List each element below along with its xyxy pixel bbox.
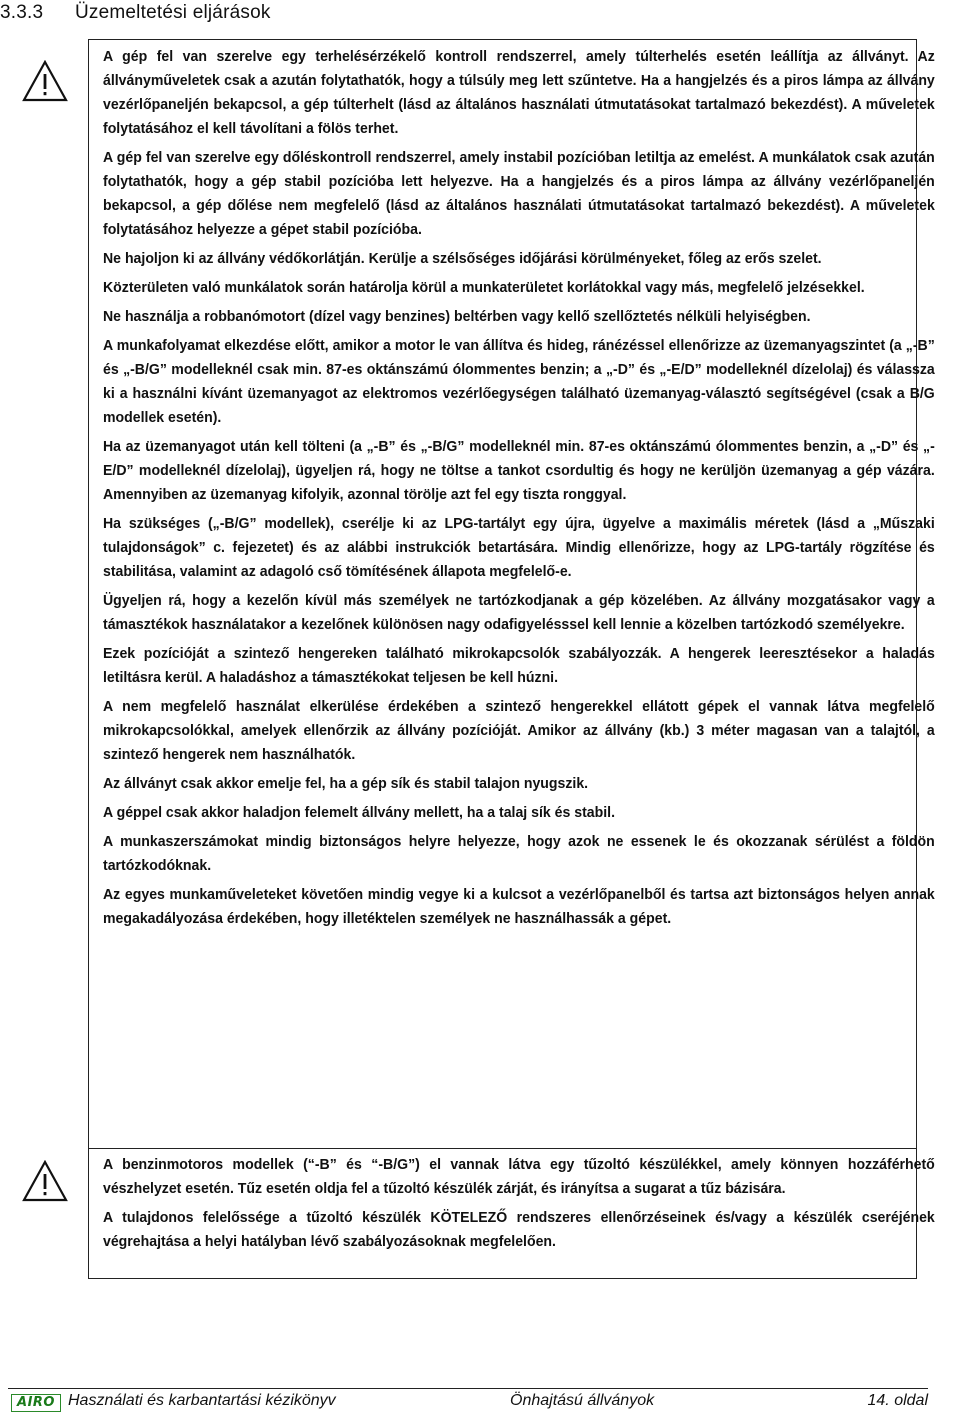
paragraph: Ha szükséges („-B/G” modellek), cserélje ki az LPG-tartályt egy újra, ügyelve a maximális méretek (lásd a „Műszaki tulajdonságok” c. fejezetet) és az alábbi instrukciók betartására. Mindig ellenőrizze, hogy az LPG-tartály rögzítése és stabilitása, valamint az adagoló cső tömítésének állapota megfelelő-e.: [103, 515, 935, 580]
footer-product-name: Önhajtású állványok: [510, 1392, 655, 1409]
paragraph: A munkaszerszámokat mindig biztonságos helyre helyezze, hogy azok ne essenek le és okozzanak sérülést a földön tartózkodóknak.: [103, 833, 935, 874]
footer-manual-title: Használati és karbantartási kézikönyv: [68, 1392, 336, 1409]
paragraph: Az állványt csak akkor emelje fel, ha a gép sík és stabil talajon nyugszik.: [103, 775, 589, 792]
section-heading: [0, 2, 271, 24]
paragraph: A benzinmotoros modellek (“-B” és “-B/G”) el vannak látva egy tűzoltó készülékkel, amely könnyen hozzáférhető vészhelyzet esetén. Tűz esetén oldja fel a tűzoltó készülék zárját, és irányítsa a sugarat a tűz bázisára.: [103, 1156, 935, 1197]
footer-page-number: 14. oldal: [867, 1392, 928, 1409]
fire-extinguisher-box: [88, 1149, 935, 1279]
paragraph: Ha az üzemanyagot után kell tölteni (a „-B” és „-B/G” modelleknél min. 87-es oktánszámú ólommentes benzin, a „-D” és „-E/D” modelleknél dízelolaj), ügyeljen rá, hogy ne töltse a tankot csordultig és hogy ne kerüljön üzemanyag a gép vázára. Amennyiben az üzemanyag kifolyik, azonnal törölje azt fel egy tiszta ronggyal.: [103, 438, 935, 503]
paragraph: Közterületen való munkálatok során határolja körül a munkaterületet korlátokkal vagy más, megfelelő jelzésekkel.: [103, 279, 865, 296]
safety-instructions-box: [88, 39, 935, 1149]
paragraph: A tulajdonos felelőssége a tűzoltó készülék KÖTELEZŐ rendszeres ellenőrzéseinek és/vagy a készülék cseréjének végrehajtása a helyi hatályban lévő szabályozásoknak megfelelően.: [103, 1209, 935, 1250]
paragraph: A géppel csak akkor haladjon felemelt állvány mellett, ha a talaj sík és stabil.: [103, 804, 616, 821]
paragraph: A gép fel van szerelve egy dőléskontroll rendszerrel, amely instabil pozícióban letiltja az emelést. A munkálatok csak azután folytathatók, hogy a gép stabil pozícióba lett helyezve. Ha a hangjelzés és a piros lámpa az állvány vezérlőpaneljén bekapcsol, a gép dőlése nem megfelelő (lásd az általános használati útmutatásokat tartalmazó bekezdést). A műveletek folytatásához helyezze a gépet stabil pozícióba.: [103, 149, 935, 238]
paragraph: Az egyes munkaműveleteket követően mindig vegye ki a kulcsot a vezérlőpanelből és tartsa azt biztonságos helyen annak megakadályozása érdekében, hogy illetéktelen személyek ne használhassák a gépet.: [103, 886, 935, 927]
page-footer: [8, 1388, 928, 1415]
warning-triangle-icon: [22, 60, 68, 102]
warning-triangle-icon: [22, 1160, 68, 1202]
safety-instructions-text: [103, 45, 935, 936]
paragraph: Ezek pozícióját a szintező hengereken található mikrokapcsolók szabályozzák. A hengerek leeresztésekor a haladás letiltásra kerül. A haladáshoz a támasztékokat teljesen be kell húzni.: [103, 645, 935, 686]
airo-logo: AIRO: [11, 1394, 61, 1412]
paragraph: A munkafolyamat elkezdése előtt, amikor a motor le van állítva és hideg, ránézéssel ellenőrizze az üzemanyagszintet (a „-B” és „-B/G” modelleknél csak min. 87-es oktánszámú ólommentes benzin; a „-D” és „-E/D” modelleknél dízelolaj) és válassza ki a használni kívánt üzemanyagot az elektromos vezérlőegységen található üzemanyag-választó segítségével (csak a B/G modellek esetén).: [103, 337, 935, 426]
paragraph: Ügyeljen rá, hogy a kezelőn kívül más személyek ne tartózkodjanak a gép közelében. Az állvány mozgatásakor vagy a támasztékok használatakor a kezelőnek különösen nagy odafigyelésssel kell lennie a közelben tartózkodó személyekre.: [103, 592, 935, 633]
paragraph: A gép fel van szerelve egy terhelésérzékelő kontroll rendszerrel, amely túlterhelés esetén leállítja az állványt. Az állványműveletek csak a azután folytathatók, hogy a túlsúly meg lett szűntetve. Ha a hangjelzés és a piros lámpa az állvány vezérlőpaneljén bekapcsol, a gép túlterhelt (lásd az általános használati útmutatásokat tartalmazó bekezdést). A műveletek folytatásához el kell távolítani a fölös terhet.: [103, 48, 935, 137]
paragraph: Ne használja a robbanómotort (dízel vagy benzines) beltérben vagy kellő szellőztetés nélküli helyiségben.: [103, 308, 811, 325]
fire-extinguisher-text: [103, 1153, 935, 1259]
paragraph: A nem megfelelő használat elkerülése érdekében a szintező hengerekkel ellátott gépek el vannak látva megfelelő mikrokapcsolókkal, amelyek ellenőrzik az állvány pozícióját. Amikor az állvány (kb.) 3 méter magasan van a talajtól, a szintező hengerek nem használhatók.: [103, 698, 935, 763]
section-title: Üzemeltetési eljárások: [75, 2, 271, 23]
section-number: 3.3.3: [0, 2, 44, 23]
paragraph: Ne hajoljon ki az állvány védőkorlátján. Kerülje a szélsőséges időjárási körülményeket, főleg az erős szelet.: [103, 250, 822, 267]
